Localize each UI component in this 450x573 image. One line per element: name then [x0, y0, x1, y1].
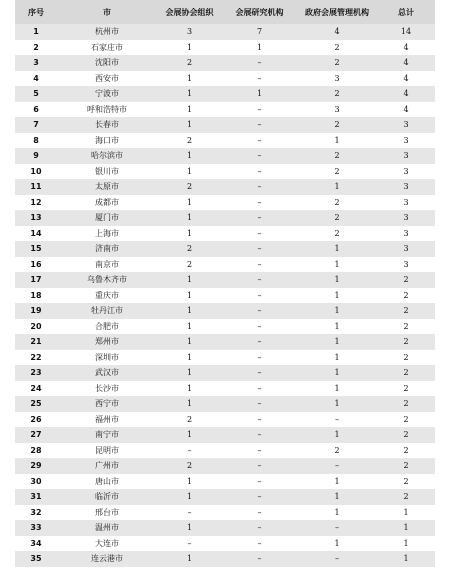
cell-total: 4 [403, 58, 409, 68]
cell-total: 4 [403, 73, 409, 83]
cell-index: 28 [30, 445, 42, 455]
cell-index: 10 [30, 166, 42, 176]
cell-city: 牡丹江市 [91, 306, 123, 316]
cell-total: 3 [403, 259, 409, 269]
cell-association: 1 [186, 213, 193, 223]
cell-research: – [257, 259, 262, 269]
cell-total: 2 [403, 445, 409, 455]
cell-association: 2 [186, 244, 193, 254]
cell-index: 16 [30, 259, 42, 269]
cell-association: 1 [186, 399, 193, 409]
cell-city: 宁波市 [95, 89, 119, 99]
cell-research: – [257, 352, 262, 362]
table-row [15, 71, 435, 87]
cell-research: – [257, 476, 262, 486]
cell-city: 广州市 [95, 461, 119, 471]
cell-research: – [257, 244, 262, 254]
cell-research: – [257, 414, 262, 424]
cell-city: 临沂市 [95, 492, 119, 502]
cell-association: 1 [186, 89, 193, 99]
cell-city: 西安市 [95, 73, 119, 83]
cell-government: 1 [334, 399, 340, 409]
cell-research: – [257, 120, 262, 130]
cell-city: 武汉市 [95, 368, 119, 378]
cell-association: 1 [186, 368, 193, 378]
table-row [15, 148, 435, 164]
table-row [15, 195, 435, 211]
cell-index: 34 [30, 538, 42, 548]
cell-government: 2 [334, 228, 340, 238]
cell-association: 1 [186, 337, 193, 347]
cell-association: 2 [186, 461, 193, 471]
cell-index: 7 [33, 120, 39, 130]
cell-association: 2 [186, 58, 193, 68]
cell-index: 20 [30, 321, 42, 331]
cell-government: 3 [334, 104, 340, 114]
cell-city: 连云港市 [91, 554, 123, 564]
cell-research: 7 [256, 27, 263, 37]
table-row [15, 458, 435, 474]
cell-research: 1 [256, 42, 263, 52]
cell-index: 11 [30, 182, 42, 192]
table-row [15, 319, 435, 335]
cell-government: – [335, 523, 339, 533]
cell-total: 4 [403, 42, 409, 52]
cell-association: 2 [186, 259, 193, 269]
cell-total: 1 [403, 554, 409, 564]
cell-association: 1 [186, 197, 193, 207]
cell-government: – [335, 414, 339, 424]
cell-association: 2 [186, 182, 193, 192]
cell-city: 太原市 [95, 182, 119, 192]
cell-total: 1 [403, 538, 409, 548]
cell-city: 长沙市 [95, 383, 119, 393]
cell-total: 2 [403, 290, 409, 300]
cell-total: 1 [403, 523, 409, 533]
header-association: 会展协会组织 [165, 7, 214, 17]
cell-association: 1 [186, 523, 193, 533]
cell-total: 3 [403, 213, 409, 223]
cell-city: 邢台市 [95, 507, 119, 517]
cell-government: 1 [334, 383, 340, 393]
cell-city: 哈尔滨市 [91, 151, 123, 161]
cell-total: 2 [403, 476, 409, 486]
cell-total: 3 [403, 166, 409, 176]
cell-association: 1 [186, 476, 193, 486]
cell-research: – [257, 213, 262, 223]
cell-total: 3 [403, 120, 409, 130]
cell-total: 2 [403, 399, 409, 409]
cell-government: 1 [334, 352, 340, 362]
cell-city: 深圳市 [95, 352, 119, 362]
header-city: 市 [103, 7, 111, 17]
cell-association: 1 [186, 228, 193, 238]
cell-association: 1 [186, 383, 193, 393]
cell-association: 1 [186, 275, 193, 285]
cell-index: 31 [30, 492, 42, 502]
cell-index: 1 [33, 27, 39, 37]
cell-index: 15 [30, 244, 42, 254]
cell-research: – [257, 135, 262, 145]
cell-index: 26 [30, 414, 42, 424]
cell-total: 3 [403, 151, 409, 161]
cell-research: – [257, 306, 262, 316]
cell-research: – [257, 507, 262, 517]
cell-government: – [335, 554, 339, 564]
cell-research: – [257, 538, 262, 548]
table-row [15, 117, 435, 133]
table-row [15, 551, 435, 567]
cell-government: 1 [334, 259, 340, 269]
cell-index: 17 [30, 275, 42, 285]
table-row [15, 520, 435, 536]
cell-index: 30 [30, 476, 42, 486]
cell-government: 2 [334, 197, 340, 207]
cell-city: 沈阳市 [95, 58, 119, 68]
cell-government: 1 [334, 507, 340, 517]
table-row [15, 55, 435, 71]
table-row [15, 86, 435, 102]
cell-association: – [187, 507, 192, 517]
cell-city: 重庆市 [95, 290, 119, 300]
cell-association: 1 [186, 554, 193, 564]
cell-research: – [257, 492, 262, 502]
cell-city: 福州市 [95, 414, 119, 424]
table-row [15, 427, 435, 443]
cell-index: 23 [30, 368, 42, 378]
cell-research: – [257, 399, 262, 409]
cell-research: – [257, 228, 262, 238]
cell-index: 6 [33, 104, 39, 114]
table-row [15, 179, 435, 195]
cell-city: 南京市 [95, 259, 119, 269]
table-row [15, 474, 435, 490]
cell-city: 西宁市 [95, 399, 119, 409]
cell-association: 1 [186, 321, 193, 331]
cell-research: – [257, 151, 262, 161]
cell-total: 2 [403, 275, 409, 285]
cell-city: 银川市 [95, 166, 119, 176]
table-row [15, 210, 435, 226]
cell-index: 12 [30, 197, 42, 207]
cell-index: 27 [30, 430, 42, 440]
cell-government: 1 [334, 182, 340, 192]
cell-government: 1 [334, 321, 340, 331]
table-row [15, 412, 435, 428]
table-row [15, 334, 435, 350]
cell-total: 2 [403, 306, 409, 316]
cell-research: – [257, 368, 262, 378]
cell-association: 1 [186, 352, 193, 362]
cell-government: 2 [334, 151, 340, 161]
table-row [15, 133, 435, 149]
cell-city: 石家庄市 [91, 42, 123, 52]
cell-association: 1 [186, 104, 193, 114]
cell-research: – [257, 523, 262, 533]
cell-total: 3 [403, 244, 409, 254]
table-header-row [15, 0, 435, 24]
cell-total: 3 [403, 135, 409, 145]
table-row [15, 102, 435, 118]
cell-total: 3 [403, 197, 409, 207]
cell-association: – [187, 538, 192, 548]
cell-government: 2 [334, 445, 340, 455]
cell-government: 3 [334, 73, 340, 83]
cell-city: 南宁市 [95, 430, 119, 440]
cell-index: 35 [30, 554, 42, 564]
cell-index: 5 [33, 89, 39, 99]
cell-index: 29 [30, 461, 42, 471]
table-row [15, 381, 435, 397]
cell-research: – [257, 554, 262, 564]
cell-government: 2 [334, 89, 340, 99]
cell-government: 2 [334, 213, 340, 223]
table-row [15, 350, 435, 366]
cell-government: 1 [334, 492, 340, 502]
cell-government: 1 [334, 538, 340, 548]
cell-government: 1 [334, 476, 340, 486]
cell-association: 1 [186, 166, 193, 176]
cell-association: 1 [186, 151, 193, 161]
cell-association: 2 [186, 135, 193, 145]
table-row [15, 536, 435, 552]
cell-government: – [335, 461, 339, 471]
table-row [15, 443, 435, 459]
table-row [15, 365, 435, 381]
cell-total: 3 [403, 228, 409, 238]
cell-association: 3 [186, 27, 193, 37]
cell-research: 1 [256, 89, 263, 99]
cell-association: 1 [186, 120, 193, 130]
header-government: 政府会展管理机构 [305, 7, 369, 17]
cell-association: 1 [186, 73, 193, 83]
cell-total: 2 [403, 492, 409, 502]
cell-total: 2 [403, 461, 409, 471]
table-row [15, 505, 435, 521]
cell-research: – [257, 104, 262, 114]
cell-research: – [257, 445, 262, 455]
cell-city: 厦门市 [95, 213, 119, 223]
cell-index: 19 [30, 306, 42, 316]
cell-research: – [257, 58, 262, 68]
table-row [15, 257, 435, 273]
table-body [15, 24, 435, 567]
cell-city: 合肥市 [95, 321, 119, 331]
cell-government: 1 [334, 368, 340, 378]
cell-index: 32 [30, 507, 42, 517]
cell-index: 22 [30, 352, 42, 362]
cell-government: 2 [334, 42, 340, 52]
cell-total: 2 [403, 430, 409, 440]
cell-research: – [257, 275, 262, 285]
cell-research: – [257, 461, 262, 471]
cell-total: 2 [403, 352, 409, 362]
cell-association: 2 [186, 414, 193, 424]
cell-government: 1 [334, 290, 340, 300]
cell-city: 大连市 [95, 538, 119, 548]
cell-total: 2 [403, 321, 409, 331]
header-research: 会展研究机构 [235, 7, 284, 17]
cell-government: 4 [334, 27, 340, 37]
cell-association: 1 [186, 42, 193, 52]
cell-total: 2 [403, 337, 409, 347]
cell-government: 2 [334, 58, 340, 68]
cell-government: 1 [334, 430, 340, 440]
cell-index: 4 [33, 73, 39, 83]
cell-total: 2 [403, 368, 409, 378]
cell-index: 24 [30, 383, 42, 393]
cell-city: 呼和浩特市 [87, 104, 127, 114]
cell-index: 21 [30, 337, 42, 347]
cell-research: – [257, 290, 262, 300]
cell-research: – [257, 73, 262, 83]
cell-total: 2 [403, 383, 409, 393]
cell-index: 8 [33, 135, 39, 145]
cell-index: 9 [33, 151, 39, 161]
cell-index: 13 [30, 213, 42, 223]
cell-total: 4 [403, 104, 409, 114]
table-row [15, 288, 435, 304]
cell-research: – [257, 337, 262, 347]
table-row [15, 396, 435, 412]
cell-research: – [257, 383, 262, 393]
table-row [15, 241, 435, 257]
cell-city: 唐山市 [95, 476, 119, 486]
data-table [15, 0, 435, 567]
cell-association: 1 [186, 290, 193, 300]
cell-government: 2 [334, 166, 340, 176]
cell-city: 昆明市 [95, 445, 119, 455]
cell-research: – [257, 430, 262, 440]
table-row [15, 303, 435, 319]
cell-total: 14 [400, 27, 412, 37]
cell-index: 2 [33, 42, 39, 52]
header-index: 序号 [28, 7, 44, 17]
cell-total: 1 [403, 507, 409, 517]
cell-research: – [257, 321, 262, 331]
table-row [15, 272, 435, 288]
cell-total: 4 [403, 89, 409, 99]
cell-city: 杭州市 [95, 27, 119, 37]
cell-research: – [257, 166, 262, 176]
cell-city: 乌鲁木齐市 [87, 275, 127, 285]
cell-research: – [257, 197, 262, 207]
cell-index: 3 [33, 58, 39, 68]
cell-government: 1 [334, 306, 340, 316]
table-row [15, 24, 435, 40]
table-row [15, 226, 435, 242]
cell-total: 2 [403, 414, 409, 424]
table-row [15, 40, 435, 56]
cell-association: – [187, 445, 192, 455]
table-row [15, 164, 435, 180]
cell-index: 25 [30, 399, 42, 409]
cell-index: 18 [30, 290, 42, 300]
header-total: 总计 [398, 7, 414, 17]
cell-city: 济南市 [95, 244, 119, 254]
cell-city: 温州市 [95, 523, 119, 533]
table-row [15, 489, 435, 505]
cell-association: 1 [186, 492, 193, 502]
cell-government: 2 [334, 120, 340, 130]
cell-research: – [257, 182, 262, 192]
cell-government: 1 [334, 244, 340, 254]
cell-city: 长春市 [95, 120, 119, 130]
cell-government: 1 [334, 275, 340, 285]
cell-association: 1 [186, 306, 193, 316]
cell-association: 1 [186, 430, 193, 440]
cell-index: 33 [30, 523, 42, 533]
cell-total: 3 [403, 182, 409, 192]
cell-government: 1 [334, 135, 340, 145]
cell-government: 1 [334, 337, 340, 347]
cell-city: 成都市 [95, 197, 119, 207]
cell-city: 郑州市 [95, 337, 119, 347]
cell-index: 14 [30, 228, 42, 238]
cell-city: 上海市 [95, 228, 119, 238]
cell-city: 海口市 [95, 135, 119, 145]
